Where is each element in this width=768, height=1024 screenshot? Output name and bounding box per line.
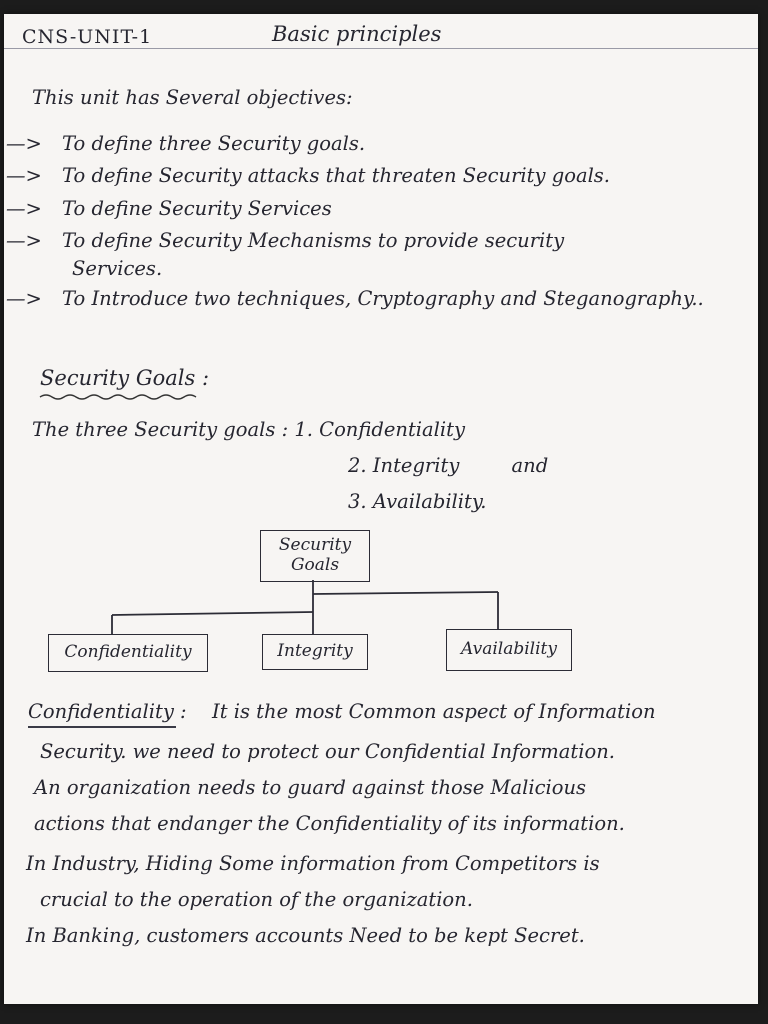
objective-text: To define Security Services <box>62 197 332 220</box>
conf-line-6: crucial to the operation of the organization. <box>40 888 473 911</box>
arrow-marker: —> <box>6 287 42 310</box>
page-title: Basic principles <box>272 22 442 46</box>
objective-text: To define Security Mechanisms to provide security <box>62 229 565 252</box>
conf-line-2: Security. we need to protect our Confidential Information. <box>40 740 615 763</box>
conf-line-4: actions that endanger the Confidentiality of its information. <box>34 812 625 835</box>
objective-text: To define Security attacks that threaten Security goals. <box>62 164 611 187</box>
goal-item-2-text: 2. Integrity <box>348 454 460 477</box>
root-line-1: Security <box>278 535 352 556</box>
arrow-marker: —> <box>6 132 42 155</box>
arrow-marker: —> <box>6 229 42 252</box>
conf-line-7: In Banking, customers accounts Need to be kept Secret. <box>26 924 585 947</box>
diagram-node-availability <box>446 629 572 671</box>
confidentiality-term <box>28 700 187 723</box>
intro-line: This unit has Several objectives: <box>32 86 353 109</box>
node-label: Availability <box>461 639 557 660</box>
goal-item-2-suffix: and <box>511 454 549 477</box>
objective-4-continued: Services. <box>72 257 163 280</box>
objective-text: To Introduce two techniques, Cryptography and Steganography.. <box>62 287 704 310</box>
root-line-2: Goals <box>290 555 340 575</box>
notebook-page <box>4 14 758 1004</box>
diagram-root-security-goals <box>260 530 370 582</box>
objective-text: To define three Security goals. <box>62 132 366 155</box>
arrow-marker: —> <box>6 197 42 220</box>
conf-line-3: An organization needs to guard against those Malicious <box>34 776 587 799</box>
diagram-node-confidentiality <box>48 634 208 672</box>
goals-lead: The three Security goals : 1. Confidentiality <box>32 418 465 441</box>
security-goals-heading: Security Goals : <box>40 366 210 390</box>
confidentiality-underline <box>28 726 176 728</box>
goal-item-3: 3. Availability. <box>348 490 487 513</box>
node-label: Integrity <box>277 641 353 662</box>
node-label: Confidentiality <box>64 642 192 663</box>
diagram-node-integrity <box>262 634 368 670</box>
conf-line-1: It is the most Common aspect of Information <box>212 700 656 723</box>
unit-label: CNS-UNIT-1 <box>22 26 153 48</box>
confidentiality-colon: : <box>180 700 187 723</box>
conf-line-5: In Industry, Hiding Some information from Competitors is <box>26 852 600 875</box>
confidentiality-label: Confidentiality <box>28 700 174 723</box>
arrow-marker: —> <box>6 164 42 187</box>
